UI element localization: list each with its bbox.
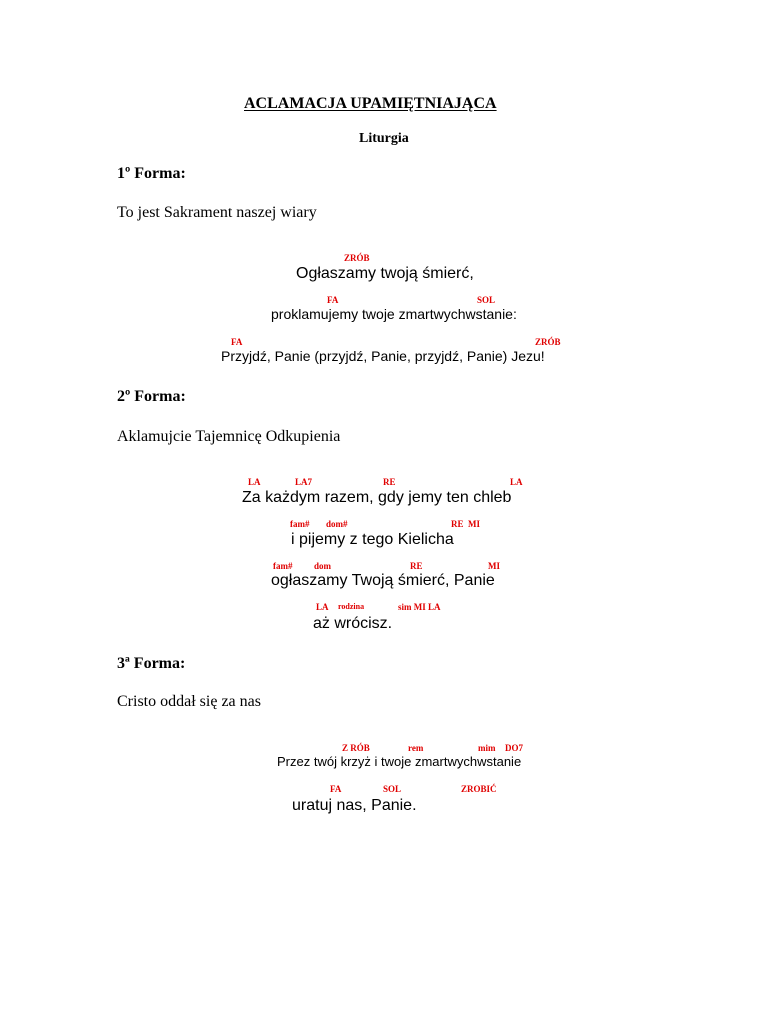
chord: LA [510, 477, 523, 487]
form1-intro: To jest Sakrament naszej wiary [117, 204, 317, 221]
chord: RE MI [451, 519, 480, 529]
chord: dom# [326, 519, 348, 529]
form3-intro: Cristo oddał się za nas [117, 693, 261, 710]
form1-lyric-line2: proklamujemy twoje zmartwychwstanie: [271, 306, 517, 322]
chord: ZROBIĆ [461, 784, 497, 794]
form2-lyric-line4: aż wrócisz. [313, 615, 393, 632]
form2-lyric-line1: Za każdym razem, gdy jemy ten chleb [242, 489, 512, 506]
chord: LA7 [295, 477, 313, 487]
chord: ZRÓB [535, 337, 561, 347]
chord: Z RÓB [342, 743, 370, 753]
chord: SOL [477, 295, 496, 305]
chord: sim MI LA [398, 602, 441, 612]
chord: ZRÓB [344, 253, 370, 263]
chord: rodzina [338, 602, 365, 611]
chord: FA [231, 337, 243, 347]
form2-intro: Aklamujcie Tajemnicę Odkupienia [117, 428, 341, 445]
chord: fam# [290, 519, 310, 529]
chord: DO7 [505, 743, 523, 753]
form3-lyric-line1: Przez twój krzyż i twoje zmartwychwstanie [277, 754, 522, 769]
chord: dom [314, 561, 332, 571]
chord: RE [383, 477, 396, 487]
form1-heading: 1º Forma: [117, 165, 186, 182]
chord: SOL [383, 784, 402, 794]
form2-lyric-line3: ogłaszamy Twoją śmierć, Panie [271, 572, 495, 589]
form2-heading: 2º Forma: [117, 388, 186, 405]
chord: FA [330, 784, 342, 794]
form3-lyric-line2: uratuj nas, Panie. [292, 797, 417, 814]
document-subtitle: Liturgia [359, 131, 409, 146]
chord: fam# [273, 561, 293, 571]
chord: rem [408, 743, 424, 753]
chord: FA [327, 295, 339, 305]
document-title: ACLAMACJA UPAMIĘTNIAJĄCA [244, 95, 497, 112]
form3-heading: 3ª Forma: [117, 655, 186, 672]
form2-lyric-line2: i pijemy z tego Kielicha [291, 531, 454, 548]
chord: RE [410, 561, 423, 571]
form1-lyric-line3: Przyjdź, Panie (przyjdź, Panie, przyjdź, Panie) Jezu! [221, 348, 545, 364]
chord: mim [478, 743, 496, 753]
chord: LA [316, 602, 329, 612]
chord: MI [488, 561, 500, 571]
form1-lyric-line1: Ogłaszamy twoją śmierć, [296, 265, 474, 282]
chord: LA [248, 477, 261, 487]
